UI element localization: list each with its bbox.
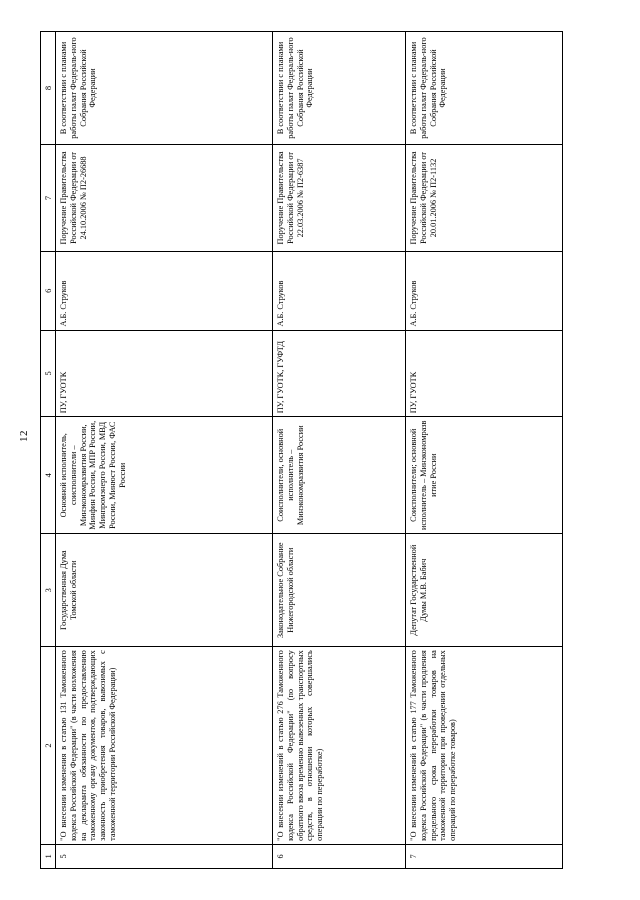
plan-table: [40, 31, 563, 869]
table-header-row: [41, 32, 56, 869]
column-header-2: 2: [41, 647, 56, 845]
row-subject: "О внесении изменения в статью 131 Таможенного кодекса Российской Федерации" (в части возложения на декларанта обязанности по предоставлению таможенному органу документов, подтверждающих законность приобретения товаров, вывозимых с таможенной территории Российской Федерации): [56, 647, 273, 845]
row-basis: Поручение Правительства Российской Федерации от 24.10.2006 № П2-26688: [56, 145, 273, 252]
row-departments: ПУ, ГУОТК, ГУФТД: [273, 330, 406, 417]
row-number: 6: [273, 844, 406, 868]
table-row: [406, 32, 563, 869]
row-subject: "О внесении изменений в статью 276 Таможенного кодекса Российской Федерации" (по вопросу обратного ввоза временно вывезенных транспортных средств, в отношении которых совершались операции по переработке): [273, 647, 406, 845]
row-note: В соответствии с планами работы палат Федераль-ного Собрания Российской Федерации: [406, 32, 563, 145]
table-row: [56, 32, 273, 869]
row-executors: Соисполнители; основной исполнитель – Минэкономразв итие России: [406, 417, 563, 534]
row-initiator: Депутат Государственной Думы М.В. Бабич: [406, 534, 563, 647]
row-initiator: Государственная Дума Томской области: [56, 534, 273, 647]
row-basis: Поручение Правительства Российской Федерации от 20.01.2006 № П2-1132: [406, 145, 563, 252]
row-number: 7: [406, 844, 563, 868]
column-header-5: 5: [41, 330, 56, 417]
row-initiator: Законодательное Собрание Нижегородской области: [273, 534, 406, 647]
row-curator: А.Б. Струков: [406, 251, 563, 330]
row-subject: "О внесении изменений в статью 177 Таможенного кодекса Российской Федерации" (в части продления предельного срока переработки товаров на таможенной территории при проведении отдельных операций по переработке товаров): [406, 647, 563, 845]
page-number: 12: [18, 430, 30, 442]
row-departments: ПУ, ГУОТК: [406, 330, 563, 417]
row-executors: Соисполнители, основной исполнитель – Минэкономразвития России: [273, 417, 406, 534]
row-number: 5: [56, 844, 273, 868]
row-note: В соответствии с планами работы палат Федераль-ного Собрания Российской Федерации: [273, 32, 406, 145]
column-header-1: 1: [41, 844, 56, 868]
row-curator: А.Б. Струков: [56, 251, 273, 330]
column-header-6: 6: [41, 251, 56, 330]
column-header-7: 7: [41, 145, 56, 252]
table-row: [273, 32, 406, 869]
row-note: В соответствии с планами работы палат Федераль-ного Собрания Российской Федерации: [56, 32, 273, 145]
rotated-table-container: [40, 30, 600, 870]
column-header-4: 4: [41, 417, 56, 534]
column-header-3: 3: [41, 534, 56, 647]
row-departments: ПУ, ГУОТК: [56, 330, 273, 417]
row-basis: Поручение Правительства Российской Федерации от 22.03.2006 № П2-6387: [273, 145, 406, 252]
row-executors: Основной исполнитель, соисполнители – Минэкономразвития России, Минфин России, МПР России, Минпромэнерго России, МВД России, Минюст России, ФАС России: [56, 417, 273, 534]
column-header-8: 8: [41, 32, 56, 145]
row-curator: А.Б. Струков: [273, 251, 406, 330]
